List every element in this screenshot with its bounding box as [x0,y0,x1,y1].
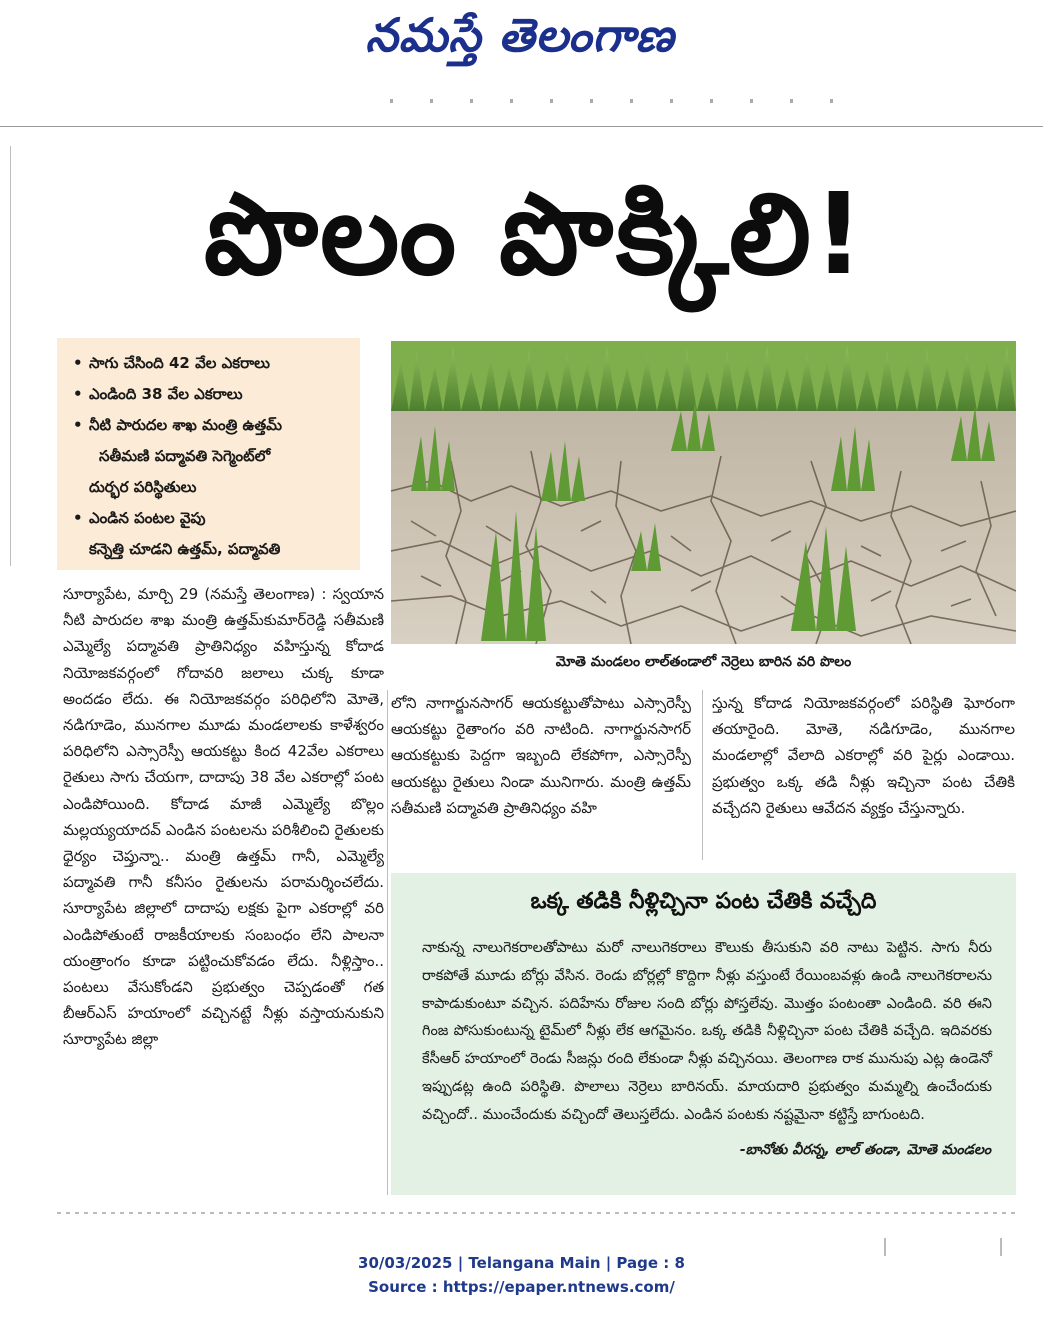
highlight-item-continued: సతీమణి పద్మావతి సెగ్మెంట్‌లో [99,447,271,465]
highlight-item: • నీటి పారుదల శాఖ మంత్రి ఉత్తమ్ [77,410,356,441]
bottom-divider [57,1212,1017,1214]
bullet-icon: • [73,509,83,527]
highlight-item-continued: దుర్భర పరిస్థితులు [89,478,197,496]
footer-date-page: 30/03/2025 | Telangana Main | Page : 8 [358,1254,685,1272]
highlight-item: • సాగు చేసింది 42 వేల ఎకరాలు [77,348,356,379]
column-divider [387,690,388,1195]
farmer-quote-box [391,873,1016,1195]
header-divider [0,126,1043,127]
newspaper-logo: నమస్తే తెలంగాణ [365,8,675,62]
quote-attribution: -బానోతు వీరన్న, లాల్ తండా, మోతె మండలం [739,1142,991,1158]
bullet-icon: • [73,385,83,403]
footer-source: Source : https://epaper.ntnews.com/ [368,1278,675,1296]
highlights-box [57,338,360,570]
highlight-item: • ఎండిన పంటల వైపు [77,503,356,534]
bullet-icon: • [73,416,83,434]
article-column-right: స్తున్న కోదాడ నియోజకవర్గంలో పరిస్థితి ఘోరంగా తయారైంది. మోతె, నడిగూడెం, మునగాల మండలాల్లో వేలాది ఎకరాల్లో వరి పైర్లు ఎండాయి. ప్రభుత్వం ఒక్క తడి నీళ్లు ఇచ్చినా పంట చేతికి వచ్చేదని రైతులు ఆవేదన వ్యక్తం చేస్తున్నారు. [712,694,1015,817]
bullet-icon: • [73,354,83,372]
masthead [0,0,1043,95]
photo-caption: మోతె మండలం లాల్‌తండాలో నెర్రెలు బారిన వరి పొలం [555,654,852,670]
page-headline: పొలం పొక్కిలి! [203,170,867,300]
quote-text: నాకున్న నాలుగెకరాలతోపాటు మరో నాలుగెకరాలు కౌలుకు తీసుకుని వరి నాటు పెట్టిన. సాగు నీరు రాకపోతే మూడు బోర్లు వేసిన. రెండు బోర్లల్లో కొద్దిగా నీళ్లు వస్తుంటే రేయింబవళ్లు ఉండి నాలుగెకరాలను కాపాడుకుంటూ వచ్చిన. పదిహేను రోజుల సంది బోర్లు పోస్తలేవు. మొత్తం పంటంతా ఎండింది. వరి ఈని గింజ పోసుకుంటున్న టైమ్‌లో నీళ్లు లేక ఆగమైనం. ఒక్క తడికి నీళ్లిచ్చినా పంట చేతికి వచ్చేది. ఇదివరకు కేసీఆర్ హయాంలో రెండు సీజన్లు రంది లేకుండా నీళ్లు వచ్చినయి. తెలంగాణ రాక మునుపు ఎట్ల ఉండెనో ఇప్పుడట్ల ఉంది పరిస్థితి. పొలాలు నెర్రెలు బారినయ్. మాయదారి ప్రభుత్వం మమ్మల్ని ఉంచేందుకు వచ్చిందో.. ముంచేందుకు వచ్చిందో తెలుస్తలేదు. ఎండిన పంటకు నష్టమైనా కట్టిస్తే బాగుంటది. [422,940,992,1123]
article-column-middle: లోని నాగార్జునసాగర్ ఆయకట్టుతోపాటు ఎస్సారెస్పీ ఆయకట్టు రైతాంగం వరి నాటింది. నాగార్జునసాగర్ ఆయకట్టుకు పెద్దగా ఇబ్బంది లేకపోగా, ఎస్సారెస్పీ ఆయకట్టు రైతులు నిండా మునిగారు. మంత్రి ఉత్తమ్ సతీమణి పద్మావతి ప్రాతినిధ్యం వహి [391,694,691,817]
highlight-item: • ఎండింది 38 వేల ఎకరాలు [77,379,356,410]
header-strip [390,99,870,103]
news-photo [391,341,1016,644]
column-divider [702,690,703,860]
left-edge-line [10,146,11,566]
quote-title: ఒక్క తడికి నీళ్లిచ్చినా పంట చేతికి వచ్చేది [530,889,877,914]
highlight-item-continued: కన్నెత్తి చూడని ఉత్తమ్, పద్మావతి [89,540,281,558]
article-column-left: సూర్యాపేట, మార్చి 29 (నమస్తే తెలంగాణ) : స్వయాన నీటి పారుదల శాఖ మంత్రి ఉత్తమ్‌కుమార్‌రెడ్డి సతీమణి ఎమ్మెల్యే పద్మావతి ప్రాతినిధ్యం వహిస్తున్న కోదాడ నియోజకవర్గంలో గోదావరి జలాలు చుక్క కూడా అందడం లేదు. ఈ నియోజకవర్గం పరిధిలోని మోతె, నడిగూడెం, మునగాల మూడు మండలాలకు కాళేశ్వరం పరిధిలోని ఎస్సారెస్పీ ఆయకట్టు కింద 42వేల ఎకరాలు రైతులు సాగు చేయగా, దాదాపు 38 వేల ఎకరాల్లో పంట ఎండిపోయింది. కోదాడ మాజీ ఎమ్మెల్యే బొల్లం మల్లయ్యయాదవ్ ఎండిన పంటలను పరిశీలించి రైతులకు ధైర్యం చెప్తున్నా.. మంత్రి ఉత్తమ్ గానీ, ఎమ్మెల్యే పద్మావతి గానీ కనీసం రైతులను పరామర్శించలేదు. సూర్యాపేట జిల్లాలో దాదాపు లక్షకు పైగా ఎకరాల్లో వరి ఎండిపోతుంటే రాజకీయాలకు సంబంధం లేని పాలనా యంత్రాంగం కూడా పట్టించుకోవడం లేదు. నీళ్లిస్తాం.. పంటలు వేసుకోండని ప్రభుత్వం చెప్పడంతో గత బీఆర్‌ఎస్ హయాంలో వచ్చినట్టే నీళ్లు వస్తాయనుకుని సూర్యాపేట జిల్లా [63,585,384,1049]
